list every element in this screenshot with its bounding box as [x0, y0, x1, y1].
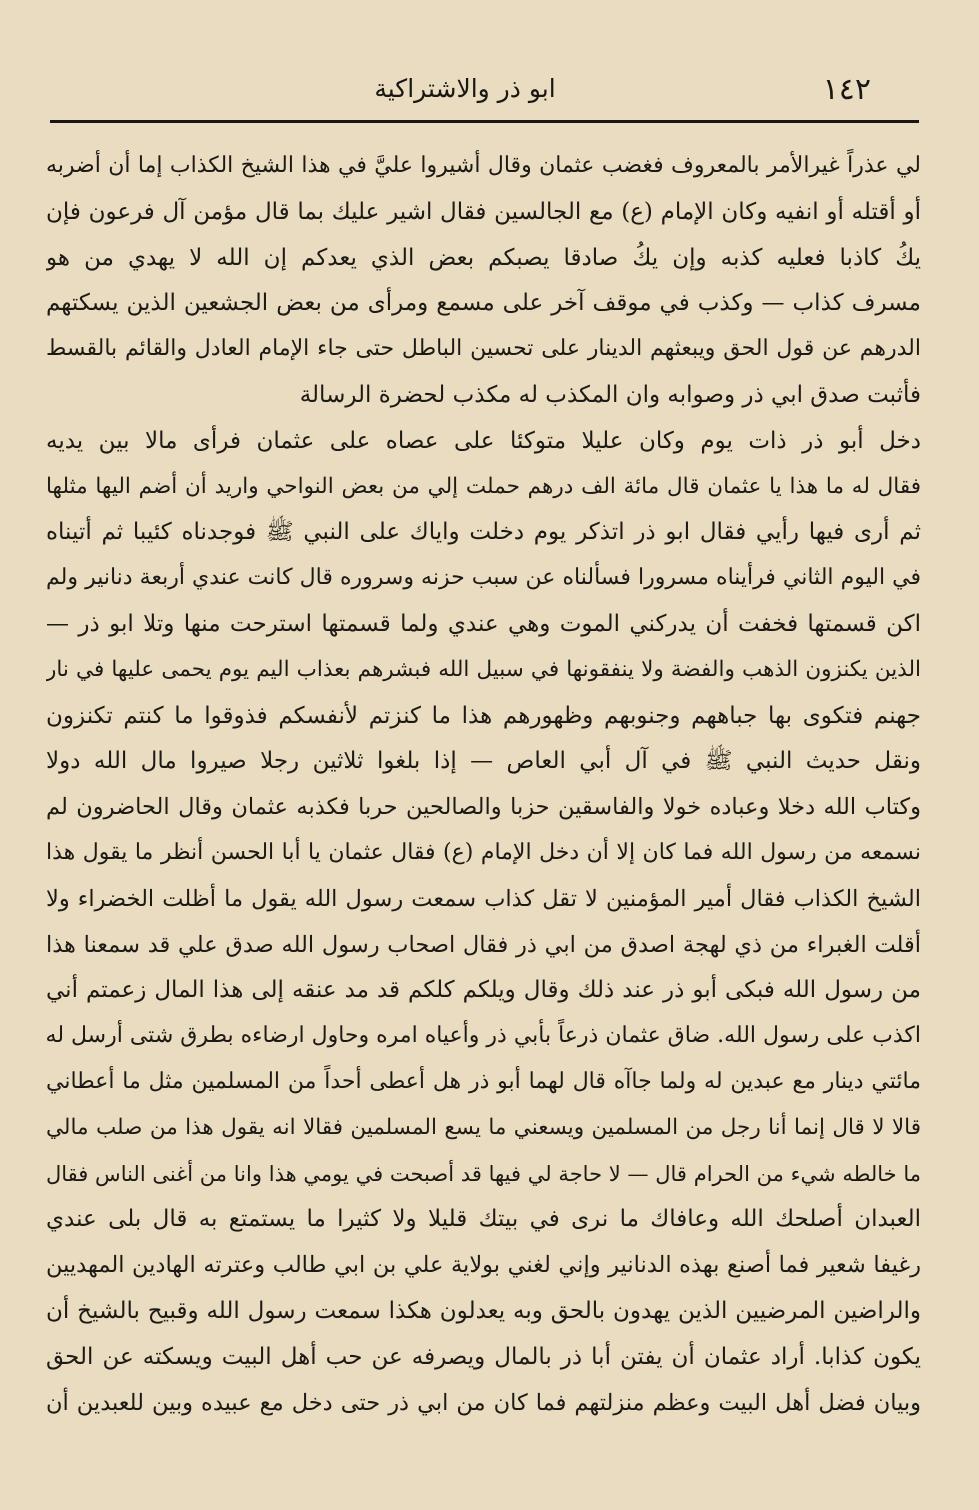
- text-line: نسمعه من رسول الله فما كان إلا أن دخل الإمام (ع) فقال عثمان يا أبا الحسن أنظر ما يقول هذا: [46, 840, 921, 865]
- text-line: اكن قسمتها فخفت أن يدركني الموت وهي عندي ولما قسمتها استرحت منها وتلا ابو ذر —: [46, 611, 921, 637]
- text-line: ثم أرى فيها رأيي فقال ابو ذر اتذكر يوم دخلت واياك على النبي ﷺ فوجدناه كئيبا ثم أتيناه: [46, 519, 921, 546]
- running-title: ابو ذر والاشتراكية: [374, 74, 556, 103]
- text-line: الشيخ الكذاب فقال أمير المؤمنين لا تقل كذاب سمعت رسول الله يقول ما أظلت الخضراء ولا: [46, 885, 921, 912]
- text-line: ما خالطه شيء من الحرام قال — لا حاجة لي فيها قد أصبحت في يومي هذا وانا من أغنى الناس فقال: [46, 1161, 921, 1186]
- text-line: رغيفا شعير فما أصنع بهذه الدنانير وإني لغني بولاية علي بن ابي طالب وعترته الهادين المهديين: [46, 1252, 921, 1279]
- text-line: الذين يكنزون الذهب والفضة ولا ينفقونها في سبيل الله فبشرهم بعذاب اليم يوم يحمى عليها في نار: [46, 656, 921, 682]
- text-line: دخل أبو ذر ذات يوم وكان عليلا متوكئا على عصاه على عثمان فرأى مالا بين يديه: [46, 427, 921, 454]
- text-line: مائتي دينار مع عبدين له ولما جاآه قال لهما أبو ذر هل أعطى أحداً من المسلمين مثل ما أعطاني: [46, 1069, 921, 1094]
- text-line: وكتاب الله دخلا وعباده خولا والفاسقين حزبا والصالحين حربا فكذبه عثمان وقال الحاضرون لم: [46, 794, 921, 821]
- text-line: قالا لا قال إنما أنا رجل من المسلمين ويسعني ما يسع المسلمين فقالا انه يقول هذا من صلب مالي: [46, 1114, 921, 1140]
- text-line: أو أقتله أو انفيه وكان الإمام (ع) مع الجالسين فقال اشير عليك بما قال مؤمن آل فرعون فإن: [46, 198, 921, 225]
- text-line: أقلت الغبراء من ذي لهجة اصدق من ابي ذر فقال اصحاب رسول الله صدق علي قد سمعنا هذا: [46, 931, 921, 958]
- header-rule: [50, 120, 919, 123]
- text-line: يكُ كاذبا فعليه كذبه وإن يكُ صادقا يصبكم بعض الذي يعدكم إن الله لا يهدي من هو: [46, 244, 921, 271]
- text-line: يكون كذابا. أراد عثمان أن يفتن أبا ذر بالمال ويصرفه عن حب أهل البيت ويسكته عن الحق: [46, 1343, 921, 1370]
- text-line: في اليوم الثاني فرأيناه مسرورا فسألناه عن سبب حزنه وسروره قال كانت عندي أربعة دنانير ولم: [46, 565, 921, 591]
- text-line: من رسول الله فبكى أبو ذر عند ذلك وقال ويلكم كلكم قد مد عنقه إلى هذا المال زعمتم أني: [46, 977, 921, 1004]
- text-line: فأثبت صدق ابي ذر وصوابه وان المكذب له مكذب لحضرة الرسالة: [299, 382, 921, 408]
- text-line: العبدان أصلحك الله وعافاك ما نرى في بيتك قليلا ولا كثيرا ما يستمتع به قال بلى عندي: [46, 1206, 921, 1233]
- page-number: ١٤٢: [822, 72, 871, 107]
- text-line: الدرهم عن قول الحق ويبعثهم الدينار على تحسين الباطل حتى جاء الإمام العادل والقائم بالقسط: [46, 336, 921, 362]
- text-line: والراضين المرضيين الذين يهدون بالحق وبه يعدلون هكذا سمعت رسول الله وقبيح بالشيخ أن: [46, 1298, 921, 1324]
- text-line: مسرف كذاب — وكذب في موقف آخر على مسمع ومرأى من بعض الجشعين الذين يسكتهم: [46, 290, 921, 317]
- text-line: ونقل حديث النبي ﷺ في آل أبي العاص — إذا بلغوا ثلاثين رجلا صيروا مال الله دولا: [46, 748, 921, 775]
- text-line: وبيان فضل أهل البيت وعظم منزلتهم فما كان من ابي ذر حتى دخل مع عبيده وبين للعبدين أن: [46, 1389, 921, 1416]
- text-line: اكذب على رسول الله. ضاق عثمان ذرعاً بأبي ذر وأعياه امره وحاول ارضاءه بطرق شتى أرسل له: [46, 1023, 921, 1049]
- text-line: لي عذراً غيرالأمر بالمعروف فغضب عثمان وقال أشيروا عليَّ في هذا الشيخ الكذاب إما أن أضربه: [46, 153, 921, 178]
- text-line: جهنم فتكوى بها جباههم وجنوبهم وظهورهم هذا ما كنزتم لأنفسكم فذوقوا ما كنتم تكنزون: [46, 702, 921, 729]
- text-line: فقال له ما هذا يا عثمان قال مائة الف درهم حملت إلي من بعض النواحي واريد أن أضم اليها مثلها: [46, 473, 921, 499]
